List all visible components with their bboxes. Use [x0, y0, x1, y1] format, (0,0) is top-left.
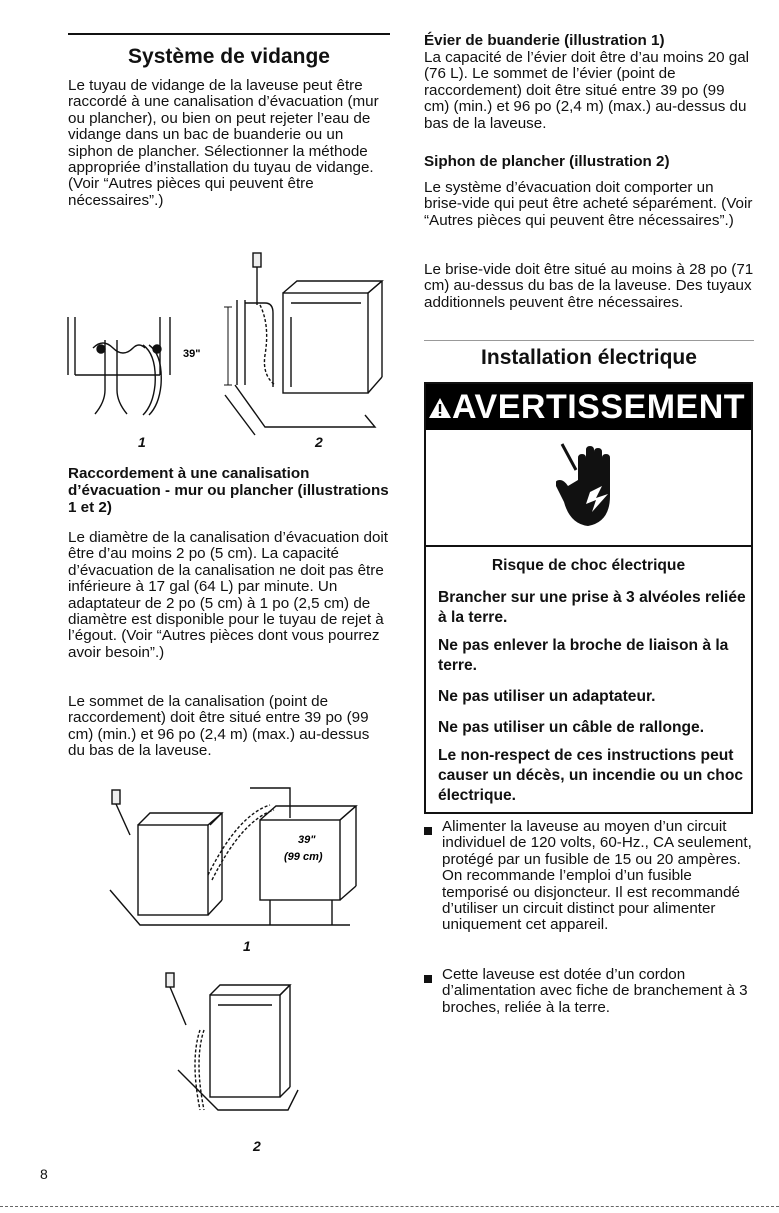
vacuum-breaker-para: Le brise-vide doit être situé au moins à 28 po (71 cm) au-dessus du bas de la laveuse. Des tuyaux additionnels peuvent être nécessaires.	[424, 261, 754, 311]
top-rule	[68, 33, 390, 35]
top-figure-label-2: 2	[315, 434, 323, 450]
laundry-tub-para: La capacité de l’évier doit être d’au moins 20 gal (76 L). Le sommet de l’évier (point de raccordement) doit être situé entre 39 po (99 cm) (min.) et 96 po (2,4 m) (max.) au-dessus du bas de la laveuse.	[424, 49, 750, 132]
electric-shock-hand-icon	[556, 440, 626, 540]
warning-line-2: Ne pas enlever la broche de liaison à la terre.	[438, 637, 729, 674]
mid-figure-label: 1	[243, 938, 251, 954]
laundry-tub-heading: Évier de buanderie (illustration 1)	[424, 32, 665, 49]
bottom-figure-label: 2	[253, 1138, 261, 1154]
warning-line-4: Ne pas utiliser un câble de rallonge.	[438, 719, 705, 736]
standpipe-illustration	[65, 245, 390, 450]
drainage-intro: Le tuyau de vidange de la laveuse peut être raccordé à une canalisation d’évacuation (mur ou plancher), ou bien on peut rejeter l’eau de vidange dans un bac de buanderie ou un siphon de plancher. Sélectionner la méthode appropriée d’installation du tuyau de vidange. (Voir “Autres pièces qui peuvent être nécessaires”.)	[68, 77, 379, 209]
electrical-top-rule	[424, 340, 754, 341]
mid-figure-measure: 39"	[298, 834, 316, 846]
top-figure-measure: 39"	[183, 348, 201, 360]
floor-drain-para: Le système d’évacuation doit comporter un brise-vide qui peut être acheté séparément. (Voir “Autres pièces qui peuvent être nécessaires”.)	[424, 179, 753, 229]
power-supply-bullet: Alimenter la laveuse au moyen d’un circuit individuel de 120 volts, 60-Hz., CA seulement, protégé par un fusible de 15 ou 20 ampères. On recommande l’emploi d’un fusible temporisé ou disjoncteur. Il est recommandé d’utiliser un circuit distinct pour alimenter uniquement cet appareil.	[442, 818, 752, 934]
floor-drain-heading: Siphon de plancher (illustration 2)	[424, 153, 670, 170]
warning-divider	[426, 545, 751, 547]
top-figure-label-1: 1	[138, 434, 146, 450]
section-heading-drainage: Système de vidange	[128, 45, 330, 68]
wall-floor-drain-para2: Le sommet de la canalisation (point de raccordement) doit être situé entre 39 po (99 cm) (min.) et 96 po (2,4 m) (max.) au-dessus du bas de la laveuse.	[68, 693, 370, 760]
section-heading-electrical: Installation électrique	[481, 346, 697, 369]
power-cord-bullet: Cette laveuse est dotée d’un cordon d’alimentation avec fiche de branchement à 3 broches, reliée à la terre.	[442, 966, 748, 1016]
warning-title: AVERTISSEMENT	[452, 388, 746, 426]
warning-box	[424, 382, 753, 814]
wall-floor-drain-para1: Le diamètre de la canalisation d’évacuation doit être d’au moins 2 po (5 cm). La capacité d’évacuation de la canalisation ne doit pas être inférieure à 17 gal (64 L) par minute. Un adaptateur de 2 po (5 cm) à 1 po (2,5 cm) de diamètre est disponible pour le tuyau de rejet à l’égout. (Voir “Autres pièces dont vous pourrez avoir besoin”.)	[68, 529, 388, 661]
floor-drain-illustration	[160, 965, 310, 1125]
warning-line-1: Brancher sur une prise à 3 alvéoles reliée à la terre.	[438, 589, 746, 626]
bullet-marker-2	[424, 975, 432, 983]
warning-line-5: Le non-respect de ces instructions peut causer un décès, un incendie ou un choc électrique.	[438, 747, 744, 804]
wall-floor-drain-heading: Raccordement à une canalisation d’évacuation - mur ou plancher (illustrations 1 et 2)	[68, 465, 389, 516]
bullet-marker-1	[424, 827, 432, 835]
page-number: 8	[40, 1166, 48, 1182]
laundry-tub-illustration	[100, 780, 360, 930]
warning-line-3: Ne pas utiliser un adaptateur.	[438, 688, 656, 705]
mid-figure-measure-cm: (99 cm)	[284, 851, 323, 863]
warning-triangle-icon	[428, 384, 452, 430]
warning-risk: Risque de choc électrique	[491, 557, 686, 574]
page-bottom-dashes	[0, 1206, 779, 1207]
warning-header	[426, 384, 751, 430]
